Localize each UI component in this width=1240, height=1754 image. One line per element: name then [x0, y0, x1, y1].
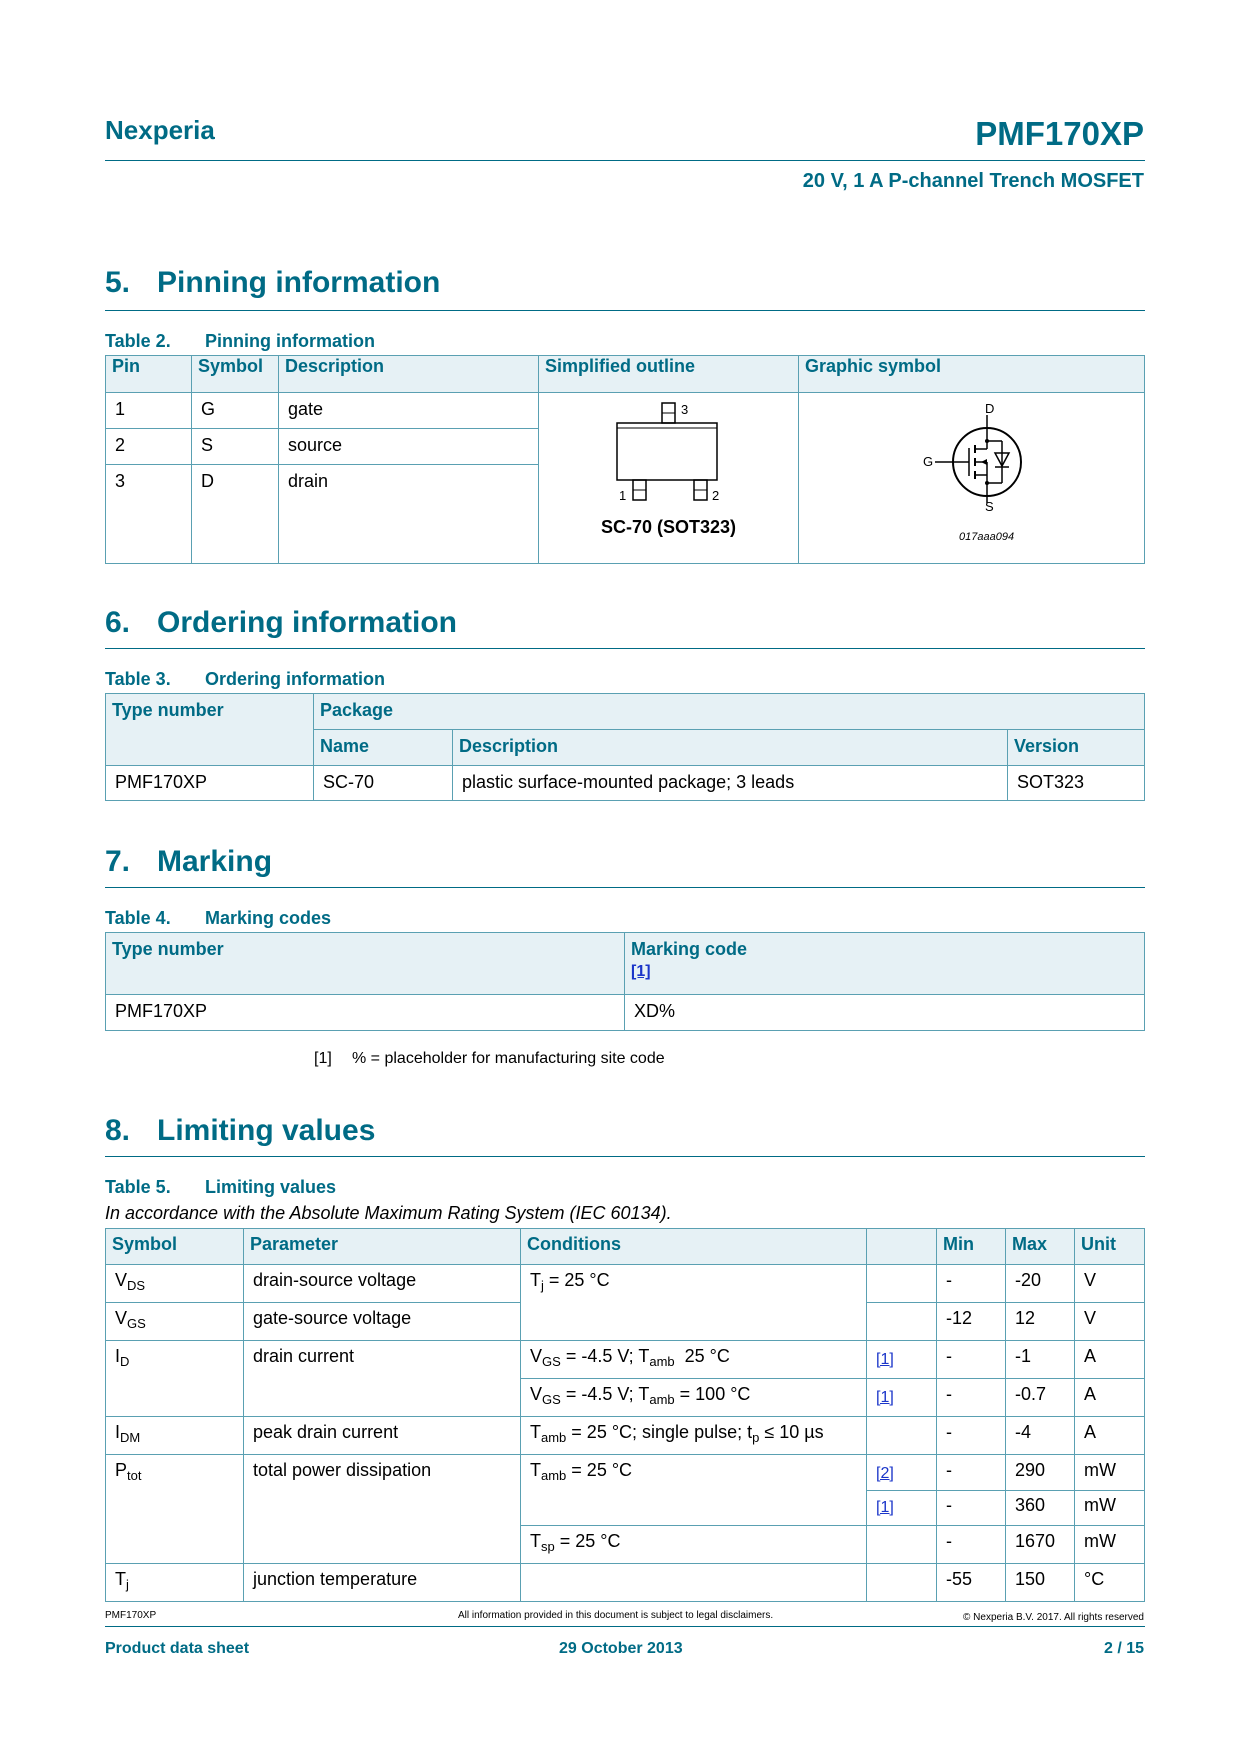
marking-table: [105, 932, 1145, 1031]
max-cell: -4: [1006, 1417, 1075, 1455]
table-4-caption: Table 4. Marking codes: [105, 908, 332, 928]
type-cell: PMF170XP: [106, 766, 314, 801]
symbol-cell: $V_{DS}$: [106, 1265, 244, 1303]
col-symbol: Symbol: [192, 356, 279, 393]
symbol-cell: G: [192, 393, 279, 429]
part-number: PMF170XP: [975, 115, 1144, 152]
ref-cell: [867, 1526, 937, 1564]
min-cell: -: [937, 1491, 1006, 1526]
name-cell: SC-70: [314, 766, 453, 801]
col-name: Name: [314, 730, 453, 766]
max-cell: 12: [1006, 1303, 1075, 1341]
section-5-divider: [105, 310, 1145, 311]
section-7-divider: [105, 887, 1145, 888]
section-8-title: 8. Limiting values: [105, 1114, 376, 1147]
section-7-title: 7. Marking: [105, 845, 273, 878]
symbol-cell: $T_j$: [106, 1564, 244, 1602]
desc-cell: gate: [279, 393, 539, 429]
col-graphic: Graphic symbol: [799, 356, 1145, 393]
col-unit: Unit: [1075, 1229, 1145, 1265]
marking-code-cell: XD%: [625, 995, 1145, 1031]
ref-cell: [867, 1455, 937, 1491]
ref-cell: [867, 1564, 937, 1602]
symbol-cell: S: [192, 428, 279, 464]
pin-cell: 3: [106, 464, 192, 563]
parameter-cell: drain current: [244, 1341, 521, 1417]
min-cell: -: [937, 1341, 1006, 1379]
note-ref-link[interactable]: [1]: [876, 1499, 894, 1516]
outline-pin2-label: 2: [712, 488, 720, 503]
graphic-symbol-cell: [799, 393, 1145, 564]
symbol-cell: $I_{DM}$: [106, 1417, 244, 1455]
max-cell: 1670: [1006, 1526, 1075, 1564]
unit-cell: A: [1075, 1417, 1145, 1455]
conditions-cell: $T_j = 25$ °C: [521, 1265, 867, 1341]
part-subtitle: 20 V, 1 A P-channel Trench MOSFET: [802, 170, 1144, 192]
desc-cell: drain: [279, 464, 539, 563]
ref-cell: [867, 1417, 937, 1455]
note-ref-link[interactable]: [1]: [876, 1389, 894, 1406]
conditions-cell: $T_{sp} = 25$ °C: [521, 1526, 867, 1564]
footer-doc-type: Product data sheet: [105, 1640, 250, 1657]
conditions-cell: [521, 1564, 867, 1602]
note-ref-link[interactable]: [1]: [876, 1351, 894, 1368]
footer-disclaimer: All information provided in this document is subject to legal disclaimers.: [458, 1610, 774, 1621]
footer-doc-id: PMF170XP: [105, 1610, 157, 1621]
min-cell: -12: [937, 1303, 1006, 1341]
symbol-drain-label: D: [985, 401, 995, 416]
conditions-cell: $T_{amb} = 25$ °C: [521, 1455, 867, 1526]
min-cell: -: [937, 1379, 1006, 1417]
parameter-cell: gate-source voltage: [244, 1303, 521, 1341]
pinning-table: [105, 355, 1145, 564]
min-cell: -55: [937, 1564, 1006, 1602]
conditions-cell: $T_{amb} = 25$ °C; single pulse; $t_p \le 10$ µs: [521, 1417, 867, 1455]
min-cell: -: [937, 1455, 1006, 1491]
unit-cell: mW: [1075, 1526, 1145, 1564]
col-ref: [867, 1229, 937, 1265]
brand-name: Nexperia: [105, 115, 215, 145]
section-8-divider: [105, 1156, 1145, 1157]
limiting-values-table: [105, 1228, 1145, 1602]
symbol-gate-label: G: [923, 454, 934, 469]
ref-cell: [867, 1491, 937, 1526]
unit-cell: A: [1075, 1379, 1145, 1417]
max-cell: -1: [1006, 1341, 1075, 1379]
limiting-values-intro: In accordance with the Absolute Maximum Rating System (IEC 60134).: [105, 1203, 672, 1223]
desc-cell: plastic surface-mounted package; 3 leads: [453, 766, 1008, 801]
col-symbol: Symbol: [106, 1229, 244, 1265]
marking-footnote: [1] % = placeholder for manufacturing site code: [314, 1050, 665, 1067]
min-cell: -: [937, 1265, 1006, 1303]
unit-cell: mW: [1075, 1455, 1145, 1491]
outline-pin1-label: 1: [619, 488, 627, 503]
symbol-cell: $I_D$: [106, 1341, 244, 1417]
col-min: Min: [937, 1229, 1006, 1265]
table-2-caption: Table 2. Pinning information: [105, 331, 375, 351]
unit-cell: V: [1075, 1303, 1145, 1341]
ref-cell: [867, 1265, 937, 1303]
col-marking-code: Marking code [1]: [625, 933, 1145, 995]
section-6-title: 6. Ordering information: [105, 606, 457, 639]
symbol-cell: $P_{tot}$: [106, 1455, 244, 1564]
conditions-cell: $V_{GS} = -4.5$ V; $T_{amb} = 100$ °C: [521, 1379, 867, 1417]
section-5-title: 5. Pinning information: [105, 266, 441, 299]
ref-cell: [867, 1341, 937, 1379]
table-5-caption: Table 5. Limiting values: [105, 1177, 337, 1197]
symbol-cell: D: [192, 464, 279, 563]
desc-cell: source: [279, 428, 539, 464]
marking-note-ref-link[interactable]: [1]: [631, 963, 651, 980]
col-description: Description: [453, 730, 1008, 766]
ref-cell: [867, 1303, 937, 1341]
outline-pin3-label: 3: [681, 402, 689, 417]
min-cell: -: [937, 1417, 1006, 1455]
conditions-cell: $V_{GS} = -4.5$ V; $T_{amb}$ 25 °C: [521, 1341, 867, 1379]
parameter-cell: total power dissipation: [244, 1455, 521, 1564]
col-package: Package: [314, 694, 1145, 730]
col-outline: Simplified outline: [539, 356, 799, 393]
unit-cell: V: [1075, 1265, 1145, 1303]
outline-package-label: SC-70 (SOT323): [600, 517, 737, 537]
col-description: Description: [279, 356, 539, 393]
max-cell: 150: [1006, 1564, 1075, 1602]
max-cell: 290: [1006, 1455, 1075, 1491]
symbol-cell: $V_{GS}$: [106, 1303, 244, 1341]
parameter-cell: peak drain current: [244, 1417, 521, 1455]
max-cell: -0.7: [1006, 1379, 1075, 1417]
note-ref-link[interactable]: [2]: [876, 1465, 894, 1482]
col-parameter: Parameter: [244, 1229, 521, 1265]
symbol-source-label: S: [985, 499, 994, 514]
col-pin: Pin: [106, 356, 192, 393]
symbol-figure-code: 017aaa094: [959, 531, 1015, 543]
unit-cell: °C: [1075, 1564, 1145, 1602]
table-3-caption: Table 3. Ordering information: [105, 669, 385, 689]
pin-cell: 1: [106, 393, 192, 429]
parameter-cell: drain-source voltage: [244, 1265, 521, 1303]
section-6-divider: [105, 648, 1145, 649]
footer-date: 29 October 2013: [559, 1640, 683, 1657]
min-cell: -: [937, 1526, 1006, 1564]
footer-page-number: 2 / 15: [1103, 1640, 1144, 1657]
max-cell: 360: [1006, 1491, 1075, 1526]
unit-cell: mW: [1075, 1491, 1145, 1526]
type-cell: PMF170XP: [106, 995, 625, 1031]
header-divider: [105, 160, 1145, 161]
col-version: Version: [1008, 730, 1145, 766]
parameter-cell: junction temperature: [244, 1564, 521, 1602]
max-cell: -20: [1006, 1265, 1075, 1303]
pin-cell: 2: [106, 428, 192, 464]
col-max: Max: [1006, 1229, 1075, 1265]
ordering-table: [105, 693, 1145, 801]
ref-cell: [867, 1379, 937, 1417]
col-type-number: Type number: [106, 933, 625, 995]
footer-divider: [105, 1626, 1145, 1627]
outline-cell: [539, 393, 799, 564]
footer-copyright: © Nexperia B.V. 2017. All rights reserved: [963, 1612, 1144, 1623]
version-cell: SOT323: [1008, 766, 1145, 801]
unit-cell: A: [1075, 1341, 1145, 1379]
col-type-number: Type number: [106, 694, 314, 766]
mosfet-graphic-symbol: [799, 393, 1143, 558]
col-conditions: Conditions: [521, 1229, 867, 1265]
